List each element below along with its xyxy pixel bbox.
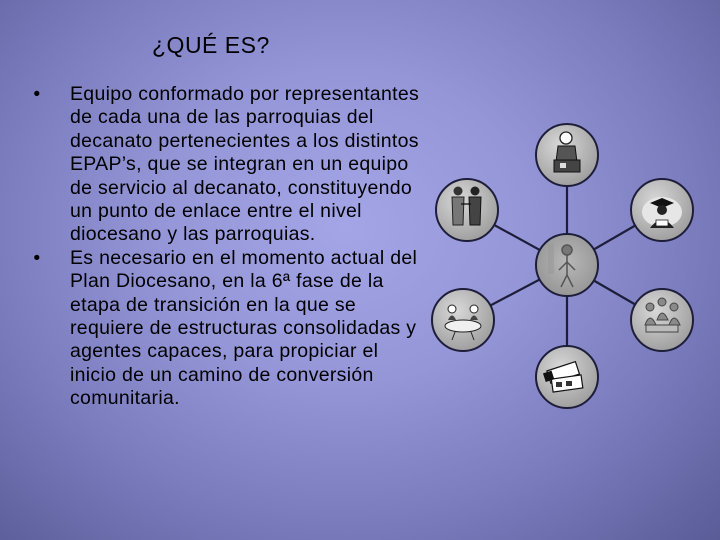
- node-lower-right: [631, 289, 693, 351]
- node-top: [536, 124, 598, 186]
- bullet-text: Equipo conformado por representantes de cada una de las parroquias del decanato pertenecientes a los distintos EPAP’s, que se integran en un equipo de servicio al decanato, constituyendo un punto de enlace entre el nivel diocesano y las parroquias.: [70, 83, 420, 246]
- network-diagram: [430, 110, 720, 430]
- bullet-marker: •: [33, 83, 41, 105]
- bullet-marker: •: [33, 246, 41, 269]
- bullet-list: [30, 83, 430, 411]
- node-bottom: [536, 346, 598, 408]
- bullet-item: [30, 83, 430, 247]
- node-upper-left: [436, 179, 498, 241]
- bullet-item: [30, 247, 430, 411]
- slide-title: ¿QUÉ ES?: [152, 32, 270, 58]
- node-lower-left: [432, 289, 494, 351]
- node-circle: [436, 179, 498, 241]
- bullet-text: Es necesario en el momento actual del Plan Diocesano, en la 6ª fase de la etapa de transición en la que se requiere de estructuras consolidadas y agentes capaces, para propiciar el inicio de un camino de conversión comunitaria.: [70, 246, 418, 410]
- center-node: [536, 234, 598, 296]
- node-upper-right: [631, 179, 693, 241]
